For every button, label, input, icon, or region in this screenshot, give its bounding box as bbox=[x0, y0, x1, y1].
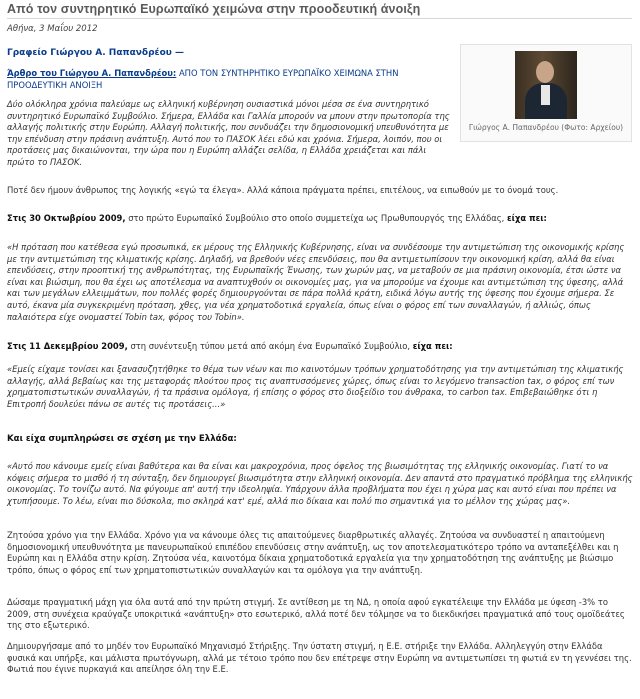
quote-3: «Αυτό που κάνουμε εμείς είναι βαθύτερα και θα είναι και μακροχρόνια, προς όφελος της βιωσιμότητας της ελληνικής οικονομίας. Γιατί το να κόψεις σήμερα το μισθό ή τη σύνταξη, δεν δημιουργεί βιωσιμότητα στην ελληνική οικονομία. Δεν απαντά στο πραγματικό πρόβλημα της ελληνικής οικονομίας. Το τονίζω αυτό. Να φύγουμε απ' αυτή την ιδεοληψία. Υπάρχουν άλλα προβλήματα που έχει η χώρα μας και αυτό είναι που πρέπει να χτυπήσουμε. Το λέω, είναι πιο δύσκολα, πιο σκληρά κατ' εμέ, αλλά πιο δίκαια και πολύ πιο σημαντικά για το μέλλον της χώρας μας». bbox=[7, 461, 633, 506]
title-divider bbox=[7, 18, 632, 19]
byline-link[interactable]: Άρθρο του Γιώργου Α. Παπανδρέου: bbox=[7, 68, 177, 78]
article-title: Από τον συντηρητικό Ευρωπαϊκό χειμώνα στην προοδευτική άνοιξη bbox=[7, 2, 421, 16]
quote-1: «Η πρόταση που κατέθεσα εγώ προσωπικά, εκ μέρους της Ελληνικής Κυβέρνησης, είναι να συνδέσουμε την αντιμετώπιση της οικονομικής κρίσης με την αντιμετώπιση της κλιματικής κρίσης. Δηλαδή, να βρεθούν νέες επενδύσεις, που θα αντιμετωπίσουν την οικονομική κρίση, αλλά θα είναι επενδύσεις, στην προοπτική της ανθρωπότητας, της Ευρωπαϊκής Ένωσης, των χωρών μας, να μεταβούν σε μια πράσινη οικονομία, έτσι ώστε να είναι και βιώσιμη, που θα έχει ως αποτέλεσμα να αναπτυχθούν οι οικονομίες μας, για να μπορούμε να έχουμε και αντιμετώπιση της ύφεσης, αλλά και των μεγάλων ελλειμμάτων, που πολλές φορές δημιουργούνται σε πάρα πολλά κράτη, ειδικά λόγω αυτής της ύφεσης που έχουμε σήμερα. Σε αυτό, έκανα μία συγκεκριμένη πρόταση, χθες, για νέα χρηματοδοτικά εργαλεία, όπως είναι ο φόρος επί των συναλλαγών, ή αλλιώς, όπως παλαιότερα είχε ονομαστεί Tobin tax, φόρος του Tobin». bbox=[7, 242, 625, 322]
subheading-date: Στις 30 Οκτωβρίου 2009, bbox=[7, 213, 126, 223]
byline-title: ΑΠΟ ΤΟΝ ΣΥΝΤΗΡΗΤΙΚΟ ΕΥΡΩΠΑΪΚΟ ΧΕΙΜΩΝΑ ΣΤΗΝ ΠΡΟΟΔΕΥΤΙΚΗ ΑΝΟΙΞΗ bbox=[7, 68, 399, 90]
subheading-greece: Και είχα συμπληρώσει σε σχέση με την Ελλάδα: bbox=[7, 434, 237, 444]
photo-caption: Γιώργος Α. Παπανδρέου (Φωτο: Αρχείου) bbox=[468, 123, 624, 132]
quote-2: «Εμείς είχαμε τονίσει και ξανασυζητήθηκε το θέμα των νέων και πιο καινοτόμων τρόπων χρηματοδότησης για την αντιμετώπιση της κλιματικής αλλαγής, αλλά βεβαίως και της μεταφοράς πλούτου προς τις αναπτυσσόμενες χώρες, όπως είναι το λεγόμενο transaction tax, ο φόρος επί των χρηματοπιστωτικών συναλλαγών, ή τα πράσινα ομόλογα, ή επίσης ο φόρος στο διοξείδιο του άνθρακα, το carbon tax. Επιβεβαιώθηκε ότι η Επιτροπή δουλεύει πάνω σε αυτές τις προτάσεις...» bbox=[7, 364, 624, 409]
article-date: Αθήνα, 3 Μαΐου 2012 bbox=[7, 24, 98, 34]
paragraph-2: Ζητούσα χρόνο για την Ελλάδα. Χρόνο για να κάνουμε όλες τις απαιτούμενες διαρθρωτικές αλλαγές. Ζητούσα να συνδυαστεί η απαιτούμενη δημοσιονομική υπευθυνότητα με πανευρωπαϊκού επιπέδου επενδύσεις στην ανάπτυξη, ως τον αποτελεσματικότερο τρόπο να ανταπεξέλθει και η Ευρώπη και η Ελλάδα στην κρίση. Ζητούσα νέα, καινοτόμα δίκαια χρηματοδοτικά εργαλεία για την χρηματοδότηση της ανάπτυξης με βιώσιμο τρόπο, όπως ο φόρος επί των χρηματοπιστωτικών συναλλαγών και τα ομόλογα για την ανάπτυξη. bbox=[7, 530, 619, 575]
paragraph-1: Ποτέ δεν ήμουν άνθρωπος της λογικής «εγώ τα έλεγα». Αλλά κάποια πράγματα πρέπει, επιτέλους, να ειπωθούν με το όνομά τους. bbox=[7, 185, 559, 195]
author-photo bbox=[515, 51, 577, 119]
intro-paragraph: Δύο ολόκληρα χρόνια παλεύαμε ως ελληνική κυβέρνηση ουσιαστικά μόνοι μέσα σε ένα συντηρητικό συντηρητικό Ευρωπαϊκό Συμβούλιο. Σήμερα, Ελλάδα και Γαλλία μπορούν να μπουν στην πρωτοπορία της αλλαγής πολιτικής στην Ευρώπη. Αλλαγή πολιτικής, που συνδυάζει την δημοσιονομική υπευθυνότητα με την επένδυση στην πράσινη ανάπτυξη. Αυτό που το ΠΑΣΟΚ λέει εδώ και χρόνια. Σήμερα, λοιπόν, που οι προτάσεις μας δικαιώνονται, την ώρα που η Ευρώπη αλλάζει σελίδα, η Ελλάδα χρειάζεται και πάλι πρώτο το ΠΑΣΟΚ. bbox=[7, 99, 450, 167]
subheading-date: Στις 11 Δεκεμβρίου 2009, bbox=[7, 341, 128, 351]
byline bbox=[7, 68, 453, 91]
paragraph-3: Δώσαμε πραγματική μάχη για όλα αυτά από την πρώτη στιγμή. Σε αντίθεση με τη ΝΔ, η οποία αφού εγκατέλειψε την Ελλάδα με ύφεση -3% το 2009, στη συνέχεια κραύγαζε υποκριτικά «ανάπτυξη» στο εσωτερικό, αλλά ποτέ δεν τόλμησε να το διεκδικήσει πραγματικά από τους ομοϊδεάτες της στο εξωτερικό. bbox=[7, 597, 625, 631]
subheading-oct-2009: Στις 30 Οκτωβρίου 2009, στο πρώτο Ευρωπαϊκό Συμβούλιο στο οποίο συμμετείχα ως Πρωθυπουργός της Ελλάδας, είχα πει: bbox=[7, 213, 547, 223]
author-photo-box bbox=[460, 44, 632, 142]
office-label: Γραφείο Γιώργου Α. Παπανδρέου — bbox=[7, 48, 184, 58]
paragraph-4: Δημιουργήσαμε από το μηδέν τον Ευρωπαϊκό Μηχανισμό Στήριξης. Την ύστατη στιγμή, η Ε.Ε. στήριξε την Ελλάδα. Αλληλεγγύη στην Ελλάδα φυσικά και υπήρξε, και μάλιστα πρωτόγνωρη, αλλά με τέτοιο τρόπο που δεν επέτρεψε στην Ευρώπη να αντιμετωπίσει τη φωτιά εν τη γεννέσει της. Φωτιά που έγινε πυρκαγιά και απείλησε όλη την Ε.Ε. bbox=[7, 641, 632, 675]
subheading-dec-2009: Στις 11 Δεκεμβρίου 2009, στη συνέντευξη τύπου μετά από ακόμη ένα Ευρωπαϊκό Συμβούλιο, είχα πει: bbox=[7, 341, 453, 351]
